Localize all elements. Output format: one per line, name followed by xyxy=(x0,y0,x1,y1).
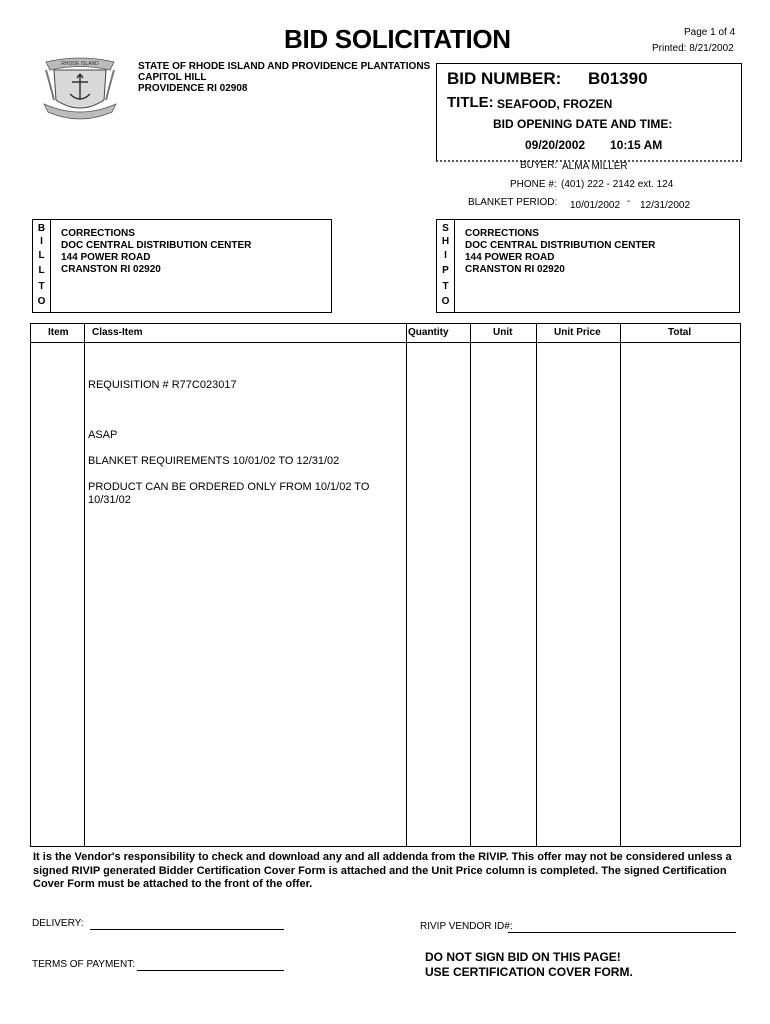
header-unit-price: Unit Price xyxy=(554,327,601,338)
page-number: Page 1 of 4 xyxy=(684,27,736,38)
column-divider xyxy=(470,324,471,846)
vendor-notice: It is the Vendor's responsibility to check and download any and all addenda from the RIVIP. This offer may not be considered unless a signed RIVIP generated Bidder Certification Cover Form is attached and the Unit Price column is completed. The signed Certification Cover Form must be attached to the front of the offer. xyxy=(33,851,732,890)
terms-of-payment-field[interactable] xyxy=(137,970,284,971)
delivery-label: DELIVERY: xyxy=(32,918,84,929)
header-unit: Unit xyxy=(493,327,513,338)
issuer-line: CAPITOL HILL xyxy=(138,72,207,83)
bill-to-box xyxy=(32,219,332,313)
line-item-text: ASAP xyxy=(88,429,118,441)
bid-title-label: TITLE: xyxy=(447,94,494,111)
blanket-period-label: BLANKET PERIOD: xyxy=(468,197,558,208)
page-title: BID SOLICITATION xyxy=(284,24,511,54)
issuer-address xyxy=(138,61,430,94)
column-divider xyxy=(536,324,537,846)
line-item-text: PRODUCT CAN BE ORDERED ONLY FROM 10/1/02 TO xyxy=(88,481,370,493)
bid-number: B01390 xyxy=(588,69,648,88)
state-seal-icon xyxy=(40,54,120,126)
column-divider xyxy=(620,324,621,846)
blanket-period-separator: - xyxy=(627,196,631,207)
item-table xyxy=(30,323,741,847)
issuer-line: STATE OF RHODE ISLAND AND PROVIDENCE PLANTATIONS xyxy=(138,61,431,72)
buyer-label: BUYER: xyxy=(520,160,558,171)
ship-to-box xyxy=(436,219,740,313)
printed-date: Printed: 8/21/2002 xyxy=(652,43,734,54)
opening-label: BID OPENING DATE AND TIME: xyxy=(493,117,673,131)
bid-title: SEAFOOD, FROZEN xyxy=(497,97,613,111)
blanket-period-end: 12/31/2002 xyxy=(640,200,691,211)
line-item-text: 10/31/02 xyxy=(88,494,131,506)
line-item-text: REQUISITION # R77C023017 xyxy=(88,379,237,391)
blanket-period-start: 10/01/2002 xyxy=(570,200,621,211)
line-item-text: BLANKET REQUIREMENTS 10/01/02 TO 12/31/02 xyxy=(88,455,340,467)
delivery-field[interactable] xyxy=(90,929,284,930)
bill-to-address: CORRECTIONS DOC CENTRAL DISTRIBUTION CENTER 144 POWER ROAD CRANSTON RI 02920 xyxy=(61,228,252,275)
header-class-item: Class-Item xyxy=(92,327,143,338)
opening-date: 09/20/2002 xyxy=(525,138,586,152)
column-divider xyxy=(406,324,407,846)
issuer-line: PROVIDENCE RI 02908 xyxy=(138,83,248,94)
svg-text:RHODE ISLAND: RHODE ISLAND xyxy=(61,61,99,67)
vendor-id-label: RIVIP VENDOR ID#: xyxy=(420,921,513,932)
ship-to-vertical-label: S H I P T O xyxy=(437,220,455,312)
signature-warning: DO NOT SIGN BID ON THIS PAGE! USE CERTIFICATION COVER FORM. xyxy=(425,950,633,979)
bid-number-label: BID NUMBER: xyxy=(447,69,562,88)
opening-time: 10:15 AM xyxy=(610,138,663,152)
header-total: Total xyxy=(668,327,692,338)
header-item: Item xyxy=(48,327,69,338)
vendor-id-field[interactable] xyxy=(508,932,736,933)
ship-to-address: CORRECTIONS DOC CENTRAL DISTRIBUTION CENTER 144 POWER ROAD CRANSTON RI 02920 xyxy=(465,228,656,275)
buyer-name: ALMA MILLER xyxy=(562,161,628,172)
column-divider xyxy=(84,324,85,846)
phone-label: PHONE #: xyxy=(510,179,557,190)
phone-number: (401) 222 - 2142 ext. 124 xyxy=(561,179,674,190)
terms-of-payment-label: TERMS OF PAYMENT: xyxy=(32,959,135,970)
header-quantity: Quantity xyxy=(408,327,449,338)
bill-to-vertical-label: B I L L T O xyxy=(33,220,51,312)
